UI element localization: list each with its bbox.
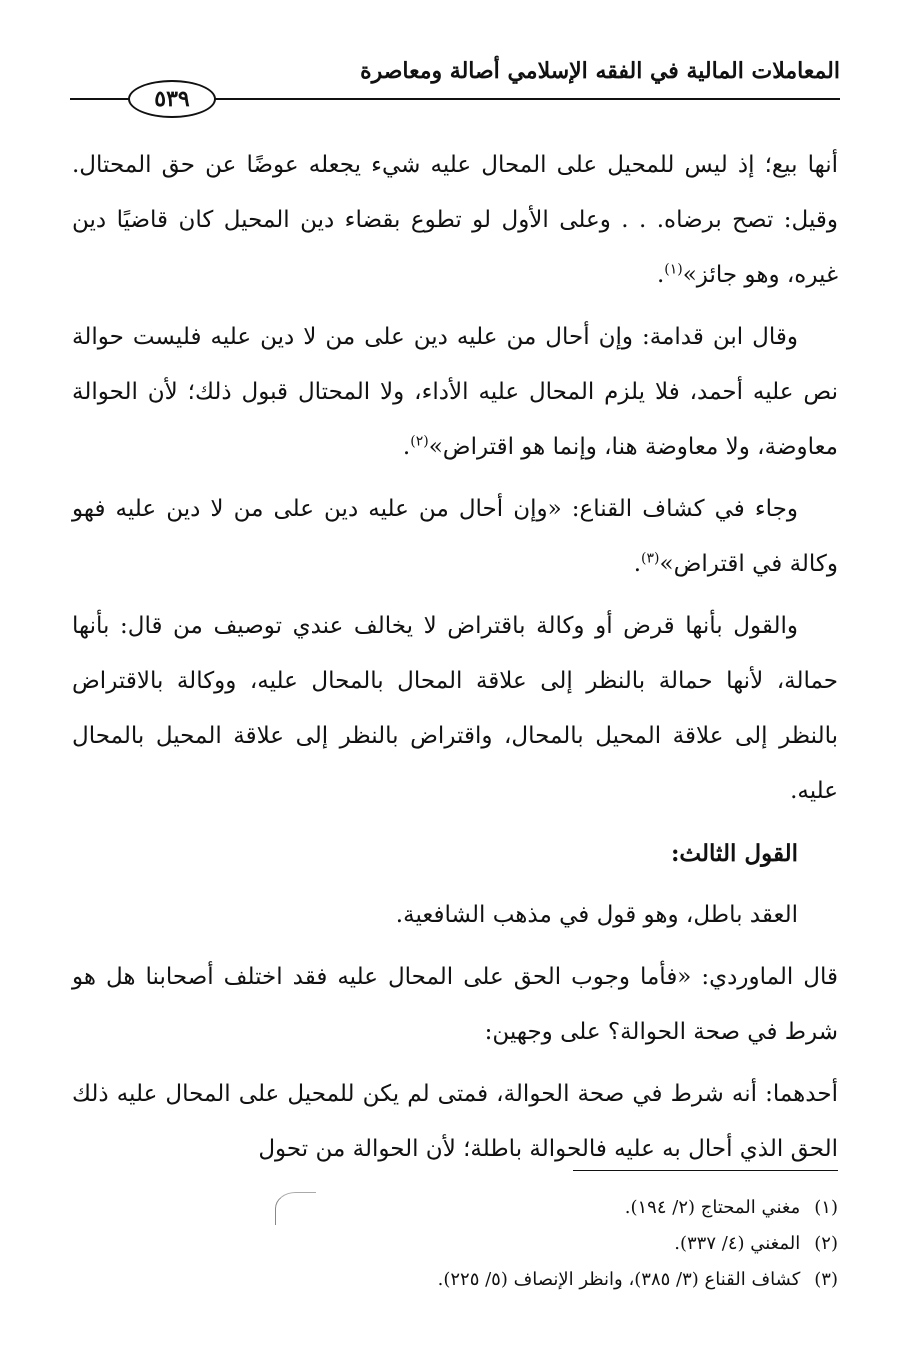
paragraph-1-end: . (656, 262, 665, 288)
footnote-ref-1: (١) (664, 261, 683, 278)
footnote-separator (573, 1170, 838, 1171)
footnote-1-text: مغني المحتاج (٢/ ١٩٤). (624, 1197, 801, 1218)
footnote-1-number: (١) (814, 1197, 838, 1218)
footnote-1 (72, 1190, 838, 1226)
paragraph-7: أحدهما: أنه شرط في صحة الحوالة، فمتى لم يكن للمحيل على المحال عليه ذلك الحق الذي أحال به عليه فالحوالة باطلة؛ لأن الحوالة من تحول (72, 1081, 838, 1162)
footnote-ref-3: (٣) (641, 550, 660, 567)
running-header-title: المعاملات المالية في الفقه الإسلامي أصالة ومعاصرة (360, 58, 840, 84)
paragraph-2-end: . (402, 434, 411, 460)
paragraph-1-text: أنها بيع؛ إذ ليس للمحيل على المحال عليه شيء يجعله عوضًا عن حق المحتال. وقيل: تصح برضاه. . . وعلى الأول لو تطوع بقضاء دين المحيل كان قاضيًا دين غيره، وهو جائز» (72, 152, 838, 288)
footnote-2-text: المغني (٤/ ٣٣٧). (674, 1233, 801, 1254)
paragraph-3-text: وجاء في كشاف القناع: «وإن أحال من عليه دين على من لا دين عليه فهو وكالة في اقتراض» (72, 496, 838, 577)
paragraph-2-text: وقال ابن قدامة: وإن أحال من عليه دين على من لا دين عليه فليست حوالة نص عليه أحمد، فلا يلزم المحال عليه الأداء، ولا المحتال قبول ذلك؛ لأن الحوالة معاوضة، ولا معاوضة هنا، وإنما هو اقتراض» (72, 324, 838, 460)
footnote-3-text: كشاف القناع (٣/ ٣٨٥)، وانظر الإنصاف (٥/ ٢٢٥). (437, 1269, 801, 1290)
footnote-2 (72, 1226, 838, 1262)
footnote-3-number: (٣) (814, 1269, 838, 1290)
paragraph-2 (72, 310, 838, 475)
page-number-badge: ٥٣٩ (128, 80, 216, 118)
section-heading: القول الثالث: (670, 840, 798, 867)
paragraph-1 (72, 138, 838, 303)
footnote-3 (72, 1262, 838, 1298)
footnotes (72, 1190, 838, 1298)
paragraph-4: والقول بأنها قرض أو وكالة باقتراض لا يخالف عندي توصيف من قال: بأنها حمالة، لأنها حمالة بالنظر إلى علاقة المحال بالمحال عليه، ووكالة بالاقتراض بالنظر إلى علاقة المحيل بالمحال، واقتراض بالنظر إلى علاقة المحيل بالمحال عليه. (72, 613, 838, 804)
paragraph-3 (72, 482, 838, 592)
footnote-ref-2: (٢) (410, 433, 429, 450)
paragraph-3-end: . (633, 551, 642, 577)
body-text (72, 138, 838, 1184)
paragraph-5: العقد باطل، وهو قول في مذهب الشافعية. (395, 902, 798, 928)
footnote-2-number: (٢) (814, 1233, 838, 1254)
paragraph-6: قال الماوردي: «فأما وجوب الحق على المحال عليه فقد اختلف أصحابنا هل هو شرط في صحة الحوالة؟ على وجهين: (72, 964, 838, 1045)
